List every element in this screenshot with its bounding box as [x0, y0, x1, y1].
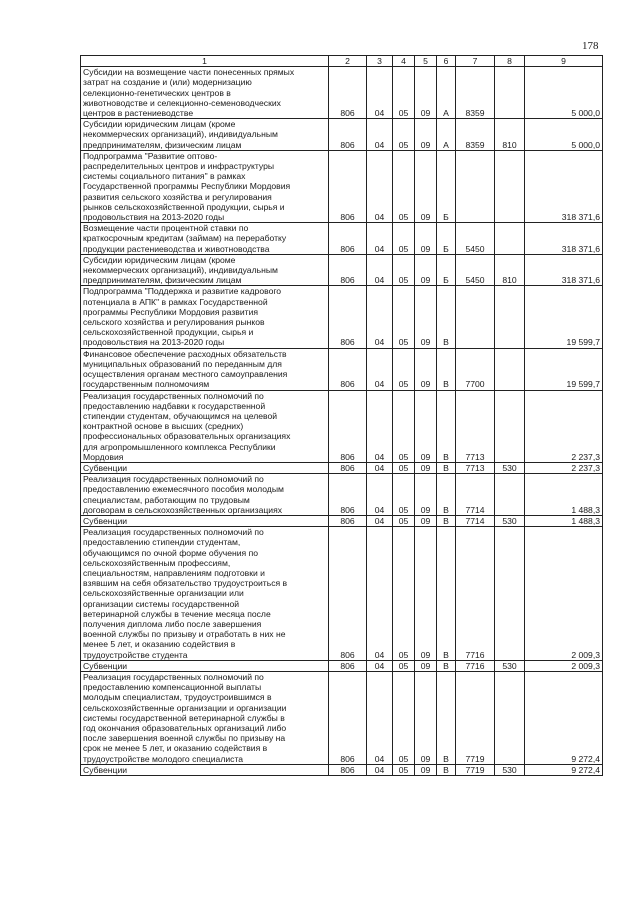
code-target: 5450: [456, 254, 495, 286]
code-target: 7716: [456, 660, 495, 671]
code-ministry: 806: [329, 660, 367, 671]
row-description: Реализация государственных полномочий по предоставлению компенсационной выплаты молодым специалистам, трудоустроившимся в сельскохозяйственные организации и организации системы государственной ветеринарной службы в год окончания образовательных организаций либо после завершения военной службы по призыву на срок не менее 5 лет, и оказанию содействия в трудоустройстве молодого специалиста: [81, 671, 329, 764]
code-section: 04: [367, 660, 393, 671]
table-row: [81, 527, 603, 661]
row-description: Подпрограмма "Поддержка и развитие кадрового потенциала в АПК" в рамках Государственной программы Республики Мордовия развития сельского хозяйства и регулирования рынков сельскохозяйственной продукции, сырья и продовольствия на 2013-2020 годы: [81, 286, 329, 348]
code-subsection: 05: [393, 764, 415, 775]
code-section: 04: [367, 671, 393, 764]
code-expense-type: [495, 671, 525, 764]
amount: 19 599,7: [525, 348, 603, 390]
code-expense-type: [495, 150, 525, 222]
code-target: 7719: [456, 764, 495, 775]
column-header: 3: [367, 56, 393, 67]
code-section: 04: [367, 286, 393, 348]
code-subsection: 05: [393, 119, 415, 151]
code-subsection: 05: [393, 67, 415, 119]
table-row: [81, 390, 603, 462]
code-ministry: 806: [329, 348, 367, 390]
code-expense-type: [495, 348, 525, 390]
code-program: 09: [415, 223, 437, 255]
code-section: 04: [367, 390, 393, 462]
code-subprogram: В: [437, 764, 456, 775]
code-section: 04: [367, 515, 393, 526]
code-section: 04: [367, 348, 393, 390]
amount: 2 009,3: [525, 527, 603, 661]
code-program: 09: [415, 660, 437, 671]
code-program: 09: [415, 150, 437, 222]
code-ministry: 806: [329, 119, 367, 151]
code-ministry: 806: [329, 223, 367, 255]
code-ministry: 806: [329, 527, 367, 661]
amount: 2 237,3: [525, 462, 603, 473]
row-description: Субвенции: [81, 462, 329, 473]
code-expense-type: 810: [495, 119, 525, 151]
code-program: 09: [415, 671, 437, 764]
amount: 9 272,4: [525, 671, 603, 764]
row-description: Субсидии юридическим лицам (кроме некоммерческих организаций), индивидуальным предпринимателям, физическим лицам: [81, 254, 329, 286]
code-subprogram: В: [437, 286, 456, 348]
code-ministry: 806: [329, 764, 367, 775]
code-subsection: 05: [393, 150, 415, 222]
code-ministry: 806: [329, 474, 367, 516]
table-row: [81, 671, 603, 764]
code-target: 7713: [456, 462, 495, 473]
code-target: 8359: [456, 67, 495, 119]
code-ministry: 806: [329, 286, 367, 348]
code-subsection: 05: [393, 527, 415, 661]
code-subprogram: В: [437, 671, 456, 764]
table-row: [81, 660, 603, 671]
code-target: [456, 286, 495, 348]
code-subsection: 05: [393, 254, 415, 286]
code-ministry: 806: [329, 254, 367, 286]
table-row: [81, 67, 603, 119]
code-program: 09: [415, 119, 437, 151]
code-program: 09: [415, 764, 437, 775]
code-target: 8359: [456, 119, 495, 151]
code-target: 7719: [456, 671, 495, 764]
row-description: Субвенции: [81, 515, 329, 526]
code-subprogram: В: [437, 462, 456, 473]
code-ministry: 806: [329, 150, 367, 222]
code-program: 09: [415, 462, 437, 473]
table-row: [81, 223, 603, 255]
code-subsection: 05: [393, 348, 415, 390]
code-target: 7716: [456, 527, 495, 661]
code-section: 04: [367, 150, 393, 222]
column-header: 9: [525, 56, 603, 67]
code-section: 04: [367, 474, 393, 516]
code-subprogram: Б: [437, 150, 456, 222]
column-header: 2: [329, 56, 367, 67]
amount: 9 272,4: [525, 764, 603, 775]
row-description: Реализация государственных полномочий по предоставлению ежемесячного пособия молодым специалистам, работающим по трудовым договорам в сельскохозяйственных организациях: [81, 474, 329, 516]
amount: 318 371,6: [525, 254, 603, 286]
code-subprogram: Б: [437, 254, 456, 286]
code-expense-type: [495, 527, 525, 661]
code-subprogram: А: [437, 119, 456, 151]
table-row: [81, 474, 603, 516]
code-subsection: 05: [393, 671, 415, 764]
code-subprogram: В: [437, 515, 456, 526]
code-expense-type: [495, 223, 525, 255]
column-header: 7: [456, 56, 495, 67]
code-expense-type: [495, 390, 525, 462]
code-target: 5450: [456, 223, 495, 255]
code-subsection: 05: [393, 474, 415, 516]
code-expense-type: [495, 286, 525, 348]
code-section: 04: [367, 527, 393, 661]
code-program: 09: [415, 515, 437, 526]
code-section: 04: [367, 254, 393, 286]
amount: 19 599,7: [525, 286, 603, 348]
code-subprogram: В: [437, 390, 456, 462]
code-program: 09: [415, 527, 437, 661]
table-row: [81, 286, 603, 348]
code-subprogram: В: [437, 660, 456, 671]
code-subsection: 05: [393, 223, 415, 255]
amount: 2 237,3: [525, 390, 603, 462]
table-row: [81, 348, 603, 390]
code-subsection: 05: [393, 515, 415, 526]
code-section: 04: [367, 119, 393, 151]
code-expense-type: 530: [495, 764, 525, 775]
code-program: 09: [415, 390, 437, 462]
code-section: 04: [367, 223, 393, 255]
table-row: [81, 254, 603, 286]
code-section: 04: [367, 764, 393, 775]
table-row: [81, 150, 603, 222]
table-body: [81, 67, 603, 776]
code-ministry: 806: [329, 515, 367, 526]
code-ministry: 806: [329, 671, 367, 764]
budget-table: [80, 55, 603, 776]
code-expense-type: 530: [495, 660, 525, 671]
row-description: Субвенции: [81, 764, 329, 775]
row-description: Возмещение части процентной ставки по краткосрочным кредитам (займам) на переработку продукции растениеводства и животноводства: [81, 223, 329, 255]
amount: 5 000,0: [525, 119, 603, 151]
amount: 2 009,3: [525, 660, 603, 671]
column-header: 4: [393, 56, 415, 67]
code-subprogram: А: [437, 67, 456, 119]
table-row: [81, 462, 603, 473]
table-row: [81, 515, 603, 526]
code-target: 7714: [456, 515, 495, 526]
row-description: Субвенции: [81, 660, 329, 671]
code-target: 7713: [456, 390, 495, 462]
code-program: 09: [415, 474, 437, 516]
code-ministry: 806: [329, 390, 367, 462]
code-program: 09: [415, 254, 437, 286]
code-ministry: 806: [329, 67, 367, 119]
code-expense-type: [495, 67, 525, 119]
code-subsection: 05: [393, 286, 415, 348]
code-subprogram: В: [437, 527, 456, 661]
code-subprogram: Б: [437, 223, 456, 255]
column-header: 5: [415, 56, 437, 67]
code-target: [456, 150, 495, 222]
code-target: 7714: [456, 474, 495, 516]
code-section: 04: [367, 462, 393, 473]
row-description: Субсидии на возмещение части понесенных прямых затрат на создание и (или) модернизацию селекционно-генетических центров в животноводстве и селекционно-семеноводческих центров в растениеводстве: [81, 67, 329, 119]
row-description: Реализация государственных полномочий по предоставлению стипендии студентам, обучающимся по очной форме обучения по сельскохозяйственным профессиям, специальностям, направлениям подготовки и взявшим на себя обязательство трудоустроиться в сельскохозяйственные организации или организации системы государственной ветеринарной службы в течение месяца после получения диплома либо после завершения военной службы по призыву и отработать в них не менее 5 лет, и оказанию содействия в трудоустройстве студента: [81, 527, 329, 661]
amount: 318 371,6: [525, 223, 603, 255]
column-header: 6: [437, 56, 456, 67]
code-subprogram: В: [437, 348, 456, 390]
code-subsection: 05: [393, 660, 415, 671]
code-section: 04: [367, 67, 393, 119]
code-ministry: 806: [329, 462, 367, 473]
amount: 1 488,3: [525, 474, 603, 516]
column-header: 8: [495, 56, 525, 67]
code-target: 7700: [456, 348, 495, 390]
code-expense-type: 530: [495, 515, 525, 526]
code-expense-type: [495, 474, 525, 516]
amount: 1 488,3: [525, 515, 603, 526]
table-row: [81, 764, 603, 775]
code-program: 09: [415, 286, 437, 348]
code-expense-type: 530: [495, 462, 525, 473]
row-description: Финансовое обеспечение расходных обязательств муниципальных образований по переданным для осуществления органам местного самоуправления государственным полномочиям: [81, 348, 329, 390]
code-program: 09: [415, 348, 437, 390]
code-expense-type: 810: [495, 254, 525, 286]
row-description: Реализация государственных полномочий по предоставлению надбавки к государственной стипендии студентам, обучающимся на целевой контрактной основе в высших (средних) профессиональных образовательных организациях для агропромышленного комплекса Республики Мордовия: [81, 390, 329, 462]
code-program: 09: [415, 67, 437, 119]
table-row: [81, 119, 603, 151]
amount: 318 371,6: [525, 150, 603, 222]
row-description: Подпрограмма "Развитие оптово- распределительных центров и инфраструктуры системы социального питания" в рамках Государственной программы Республики Мордовия развития сельского хозяйства и регулирования рынков сельскохозяйственной продукции, сырья и продовольствия на 2013-2020 годы: [81, 150, 329, 222]
code-subsection: 05: [393, 462, 415, 473]
code-subprogram: В: [437, 474, 456, 516]
code-subsection: 05: [393, 390, 415, 462]
column-header: 1: [81, 56, 329, 67]
page-number: 178: [582, 40, 599, 52]
table-header-row: [81, 56, 603, 67]
row-description: Субсидии юридическим лицам (кроме некоммерческих организаций), индивидуальным предпринимателям, физическим лицам: [81, 119, 329, 151]
amount: 5 000,0: [525, 67, 603, 119]
